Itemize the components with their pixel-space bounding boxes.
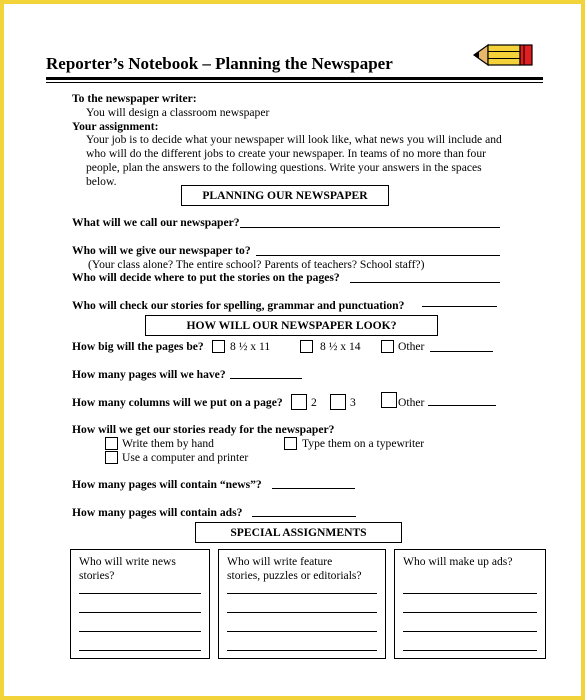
assignment-box-ads-label: Who will make up ads? <box>403 555 513 568</box>
assignment-box-news <box>70 549 210 659</box>
question-name: What will we call our newspaper? <box>72 216 240 229</box>
ads-answer-line[interactable] <box>403 631 537 632</box>
answer-line-columns-other[interactable] <box>428 405 496 406</box>
answer-line-name[interactable] <box>240 227 500 228</box>
columns-checkbox-3[interactable] <box>330 394 346 410</box>
prep-option-hand: Write them by hand <box>122 437 214 450</box>
size-option-other: Other <box>398 340 425 353</box>
question-page-size: How big will the pages be? <box>72 340 204 353</box>
title-rule <box>46 77 543 80</box>
size-option-legal: 8 ½ x 14 <box>320 340 361 353</box>
prep-option-computer: Use a computer and printer <box>122 451 249 464</box>
look-header: HOW WILL OUR NEWSPAPER LOOK? <box>145 315 438 336</box>
assignment-line: below. <box>86 175 117 188</box>
question-audience: Who will we give our newspaper to? <box>72 244 251 257</box>
question-news-pages: How many pages will contain “news”? <box>72 478 262 491</box>
answer-line-ad-pages[interactable] <box>252 516 356 517</box>
prep-checkbox-computer[interactable] <box>105 451 118 464</box>
columns-checkbox-other[interactable] <box>381 392 397 408</box>
audience-hint: (Your class alone? The entire school? Parents of teachers? School staff?) <box>88 258 425 271</box>
ads-answer-line[interactable] <box>403 650 537 651</box>
news-answer-line[interactable] <box>79 612 201 613</box>
assignment-line: who will do the different jobs to create your newspaper. In teams of no more than four <box>86 147 486 160</box>
answer-line-proofread[interactable] <box>422 306 497 307</box>
question-proofread: Who will check our stories for spelling, grammar and punctuation? <box>72 299 405 312</box>
question-preparation: How will we get our stories ready for the newspaper? <box>72 423 335 436</box>
pencil-icon <box>472 40 534 70</box>
assignment-box-ads <box>394 549 546 659</box>
answer-line-page-count[interactable] <box>230 378 302 379</box>
answer-line-audience[interactable] <box>256 255 500 256</box>
prep-option-typewriter: Type them on a typewriter <box>302 437 425 450</box>
size-option-letter: 8 ½ x 11 <box>230 340 271 353</box>
question-ad-pages: How many pages will contain ads? <box>72 506 243 519</box>
assignment-box-features <box>218 549 386 659</box>
features-answer-line[interactable] <box>227 631 377 632</box>
assignments-header: SPECIAL ASSIGNMENTS <box>195 522 402 543</box>
prep-checkbox-typewriter[interactable] <box>284 437 297 450</box>
planning-header: PLANNING OUR NEWSPAPER <box>181 185 389 206</box>
news-answer-line[interactable] <box>79 650 201 651</box>
assignment-line: Your job is to decide what your newspaper will look like, what news you will include and <box>86 133 502 146</box>
assignment-box-features-label: Who will write feature stories, puzzles or editorials? <box>227 555 362 582</box>
title-rule-thin <box>46 82 543 83</box>
features-answer-line[interactable] <box>227 593 377 594</box>
columns-option-other: Other <box>398 396 425 409</box>
size-checkbox-other[interactable] <box>381 340 394 353</box>
to-text: You will design a classroom newspaper <box>86 106 270 119</box>
assignment-label: Your assignment: <box>72 120 159 133</box>
ads-answer-line[interactable] <box>403 593 537 594</box>
news-answer-line[interactable] <box>79 631 201 632</box>
features-answer-line[interactable] <box>227 650 377 651</box>
question-layout: Who will decide where to put the stories on the pages? <box>72 271 340 284</box>
answer-line-news-pages[interactable] <box>272 488 355 489</box>
columns-checkbox-2[interactable] <box>291 394 307 410</box>
question-columns: How many columns will we put on a page? <box>72 396 283 409</box>
answer-line-size-other[interactable] <box>430 351 493 352</box>
size-checkbox-legal[interactable] <box>300 340 313 353</box>
prep-checkbox-hand[interactable] <box>105 437 118 450</box>
features-answer-line[interactable] <box>227 612 377 613</box>
to-label: To the newspaper writer: <box>72 92 197 105</box>
question-page-count: How many pages will we have? <box>72 368 226 381</box>
assignment-line: people, plan the answers to the following questions. Write your answers in the spaces <box>86 161 482 174</box>
ads-answer-line[interactable] <box>403 612 537 613</box>
columns-option-3: 3 <box>350 396 356 409</box>
news-answer-line[interactable] <box>79 593 201 594</box>
answer-line-layout[interactable] <box>350 282 500 283</box>
size-checkbox-letter[interactable] <box>212 340 225 353</box>
columns-option-2: 2 <box>311 396 317 409</box>
page-title: Reporter’s Notebook – Planning the Newspaper <box>46 54 393 73</box>
assignment-box-news-label: Who will write news stories? <box>79 555 176 582</box>
